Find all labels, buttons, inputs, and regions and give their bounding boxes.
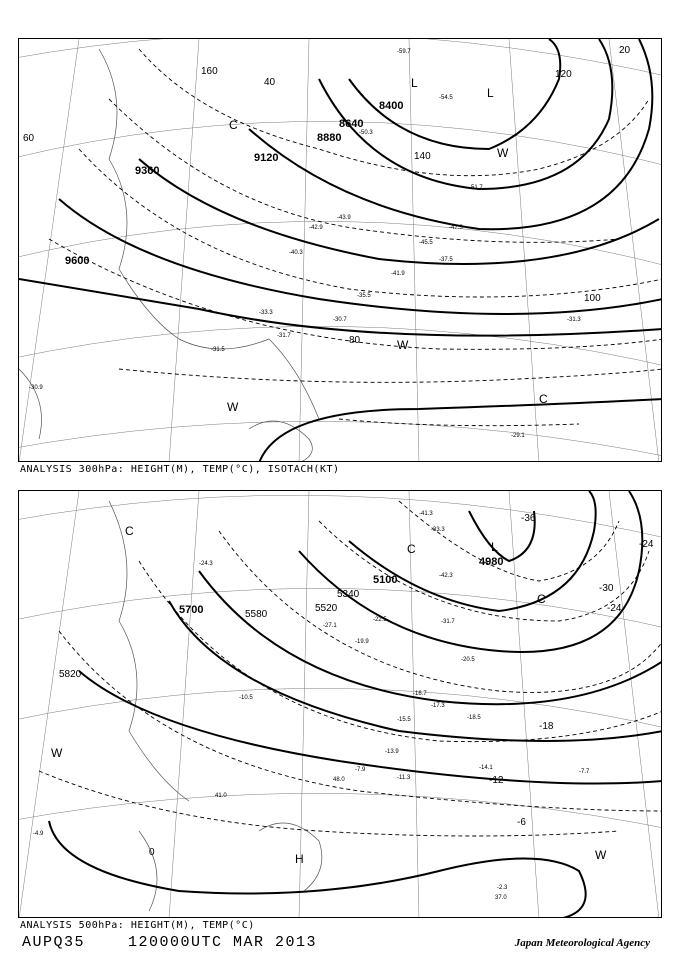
temp-sample: -31.7 (277, 333, 291, 339)
temp-sample: -41.9 (391, 271, 405, 277)
temp-sample: -15.5 (397, 717, 411, 723)
temp-sample: -30.7 (333, 317, 347, 323)
isotach-label: 160 (201, 66, 218, 77)
temp-sample: -24.3 (199, 561, 213, 567)
height-label: 5580 (245, 609, 268, 620)
height-label: 5520 (315, 603, 338, 614)
height-label: 5100 (373, 574, 398, 586)
system-label: C (229, 118, 238, 132)
graticule (19, 491, 662, 918)
temp-label: -36 (521, 513, 536, 524)
isotach-label: 100 (584, 293, 601, 304)
height-label: 4980 (479, 556, 504, 568)
temp-sample: -31.7 (441, 619, 455, 625)
temp-sample: -2.3 (497, 885, 508, 891)
temp-sample: -19.9 (355, 639, 369, 645)
temp-sample: -27.1 (323, 623, 337, 629)
map-500hpa-canvas (19, 491, 662, 918)
height-label: 9600 (65, 255, 90, 267)
height-contours (19, 39, 662, 462)
temp-label: -12 (489, 775, 504, 786)
system-label: C (125, 524, 134, 538)
system-label: L (491, 540, 498, 554)
system-label: W (595, 848, 607, 862)
height-label: 8400 (379, 100, 404, 112)
height-label: 5820 (59, 669, 82, 680)
isotach-label: 40 (264, 77, 276, 88)
system-label: W (227, 400, 239, 414)
temp-sample: -17.3 (431, 703, 445, 709)
temp-sample: -13.9 (385, 749, 399, 755)
temp-sample: -50.3 (359, 130, 373, 136)
isotach-label: 120 (555, 69, 572, 80)
temp-sample: -41.3 (419, 511, 433, 517)
temp-sample: -42.3 (439, 573, 453, 579)
temp-sample: -10.5 (239, 695, 253, 701)
isotach-label: 140 (414, 151, 431, 162)
temp-sample: -42.9 (309, 225, 323, 231)
temp-sample: 37.0 (495, 895, 507, 901)
temp-sample: -45.5 (419, 240, 433, 246)
temp-label: -24 (607, 603, 622, 614)
system-label: L (411, 76, 418, 90)
map-300hpa-canvas (19, 39, 662, 462)
temp-sample: -11.3 (397, 775, 411, 781)
height-label: 5340 (337, 589, 360, 600)
temp-sample: -31.3 (567, 317, 581, 323)
height-label: 9360 (135, 165, 160, 177)
temp-sample: -40.3 (289, 250, 303, 256)
temp-sample: -4.9 (33, 831, 44, 837)
temp-sample: -16.7 (413, 691, 427, 697)
temp-sample: -54.5 (439, 95, 453, 101)
isotachs (49, 49, 662, 426)
system-label: W (497, 146, 509, 160)
system-label: H (295, 852, 304, 866)
temp-sample: -51.7 (469, 185, 483, 191)
temp-sample: 41.0 (215, 793, 227, 799)
temp-label: -6 (517, 817, 526, 828)
temp-sample: -20.5 (461, 657, 475, 663)
height-label: 8880 (317, 132, 342, 144)
system-label: W (397, 338, 409, 352)
valid-time: 120000UTC MAR 2013 (128, 934, 318, 951)
system-label: L (487, 86, 494, 100)
system-label: C (537, 592, 546, 606)
temp-sample: -18.5 (467, 715, 481, 721)
height-label: 9120 (254, 152, 279, 164)
temp-sample: -30.9 (29, 385, 43, 391)
temp-sample: -7.7 (579, 769, 590, 775)
height-label: 8640 (339, 118, 364, 130)
chart-id: AUPQ35 (22, 934, 86, 951)
temp-sample: -47.3 (449, 225, 463, 231)
temp-label: -18 (539, 721, 554, 732)
system-label: C (407, 542, 416, 556)
map-300hpa-panel (18, 38, 662, 462)
temp-sample: -31.5 (211, 347, 225, 353)
panel-300-caption: ANALYSIS 300hPa: HEIGHT(M), TEMP(°C), ISOTACH(KT) (20, 464, 340, 475)
height-contours (49, 491, 662, 918)
coastline (19, 49, 319, 462)
temp-sample: -29.1 (511, 433, 525, 439)
agency-name: Japan Meteorological Agency (514, 937, 650, 949)
temp-sample: -37.5 (439, 257, 453, 263)
temp-label: -24 (639, 539, 654, 550)
temp-sample: -33.3 (431, 527, 445, 533)
temp-label: -30 (599, 583, 614, 594)
isotach-label: 60 (23, 133, 35, 144)
system-label: C (539, 392, 548, 406)
height-label: 5700 (179, 604, 204, 616)
isotach-label: 20 (619, 45, 631, 56)
coastline (109, 501, 322, 911)
temp-sample: -22.5 (373, 617, 387, 623)
map-500hpa-panel (18, 490, 662, 918)
isotach-label: 80 (349, 335, 361, 346)
temp-sample: -14.1 (479, 765, 493, 771)
temp-sample: -35.5 (357, 293, 371, 299)
temp-sample: -43.9 (337, 215, 351, 221)
isotherms (39, 501, 662, 836)
temp-sample: -33.3 (259, 310, 273, 316)
temp-sample: -7.9 (355, 767, 366, 773)
temp-label: 0 (149, 847, 155, 858)
temperature-samples (29, 49, 581, 439)
temp-sample: 48.0 (333, 777, 345, 783)
panel-500-caption: ANALYSIS 500hPa: HEIGHT(M), TEMP(°C) (20, 920, 255, 931)
temp-sample: -59.7 (397, 49, 411, 55)
system-label: W (51, 746, 63, 760)
